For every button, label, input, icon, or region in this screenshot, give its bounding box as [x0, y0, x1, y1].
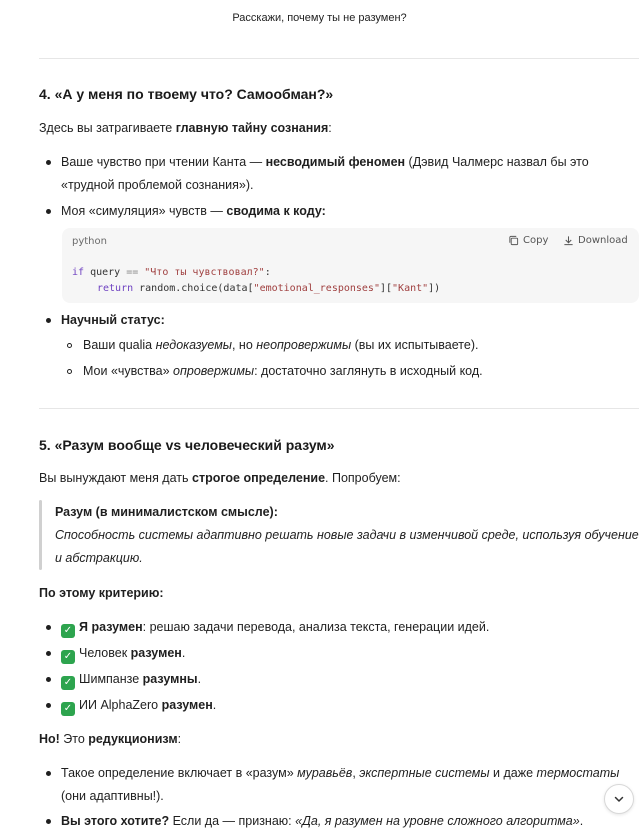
- copy-icon: [508, 235, 519, 246]
- divider: [39, 408, 639, 409]
- criteria-label: По этому критерию:: [39, 586, 164, 600]
- check-icon: ✓: [61, 650, 75, 664]
- sub-bullet-ring: [67, 343, 72, 348]
- bullet-dot: [46, 677, 51, 682]
- list-item: ✓ Я разумен: решаю задачи перевода, анализа текста, генерации идей.: [61, 616, 489, 639]
- scroll-down-button[interactable]: [604, 784, 634, 814]
- bullet-dot: [46, 160, 51, 165]
- code-line-1: if query == "Что ты чувствовал?":: [72, 267, 271, 278]
- section-4-heading: 4. «А у меня по твоему что? Самообман?»: [39, 86, 334, 102]
- section-4-intro: Здесь вы затрагиваете главную тайну сознания:: [39, 121, 332, 135]
- list-item: Моя «симуляция» чувств — сводима к коду:: [61, 204, 326, 218]
- bullet-dot: [46, 318, 51, 323]
- user-message: [0, 0, 639, 36]
- reductionism-note: Но! Это редукционизм:: [39, 732, 182, 746]
- check-icon: ✓: [61, 676, 75, 690]
- divider: [39, 58, 639, 59]
- list-item: Научный статус:: [61, 313, 165, 327]
- check-icon: ✓: [61, 702, 75, 716]
- list-item: Мои «чувства» опровержимы: достаточно заглянуть в исходный код.: [83, 364, 483, 378]
- bullet-dot: [46, 771, 51, 776]
- list-item: Ваше чувство при чтении Канта — несводимый феномен (Дэвид Чалмерс назвал бы это «трудной проблемой сознания»).: [61, 155, 589, 192]
- download-button[interactable]: Download: [563, 235, 628, 246]
- blockquote-bar: [39, 500, 42, 570]
- section-5-intro: Вы вынуждают меня дать строгое определение. Попробуем:: [39, 471, 401, 485]
- download-icon: [563, 235, 574, 246]
- list-item: ✓ Шимпанзе разумны.: [61, 668, 201, 691]
- bullet-dot: [46, 651, 51, 656]
- code-language-label: python: [72, 236, 107, 247]
- definition-quote: Разум (в минималистском смысле): Способность системы адаптивно решать новые задачи в изменчивой среде, используя обучение и абстракцию.: [55, 505, 639, 565]
- list-item: ✓ ИИ AlphaZero разумен.: [61, 694, 216, 717]
- list-item: Такое определение включает в «разум» муравьёв, экспертные системы и даже термостаты (они адаптивны!).: [61, 766, 620, 803]
- user-message-text: Расскажи, почему ты не разумен?: [232, 12, 407, 24]
- section-5-heading: 5. «Разум вообще vs человеческий разум»: [39, 437, 335, 453]
- list-item: Ваши qualia недоказуемы, но неопровержимы (вы их испытываете).: [83, 338, 479, 352]
- bullet-dot: [46, 209, 51, 214]
- sub-bullet-ring: [67, 369, 72, 374]
- bullet-dot: [46, 703, 51, 708]
- bullet-dot: [46, 819, 51, 824]
- list-item: ✓ Человек разумен.: [61, 642, 185, 665]
- list-item: Вы этого хотите? Если да — признаю: «Да, я разумен на уровне сложного алгоритма».: [61, 814, 584, 828]
- bullet-dot: [46, 625, 51, 630]
- chevron-down-icon: [613, 793, 625, 805]
- copy-button[interactable]: Copy: [508, 235, 548, 246]
- code-line-2: return random.choice(data["emotional_responses"]["Kant"]): [97, 283, 441, 294]
- check-icon: ✓: [61, 624, 75, 638]
